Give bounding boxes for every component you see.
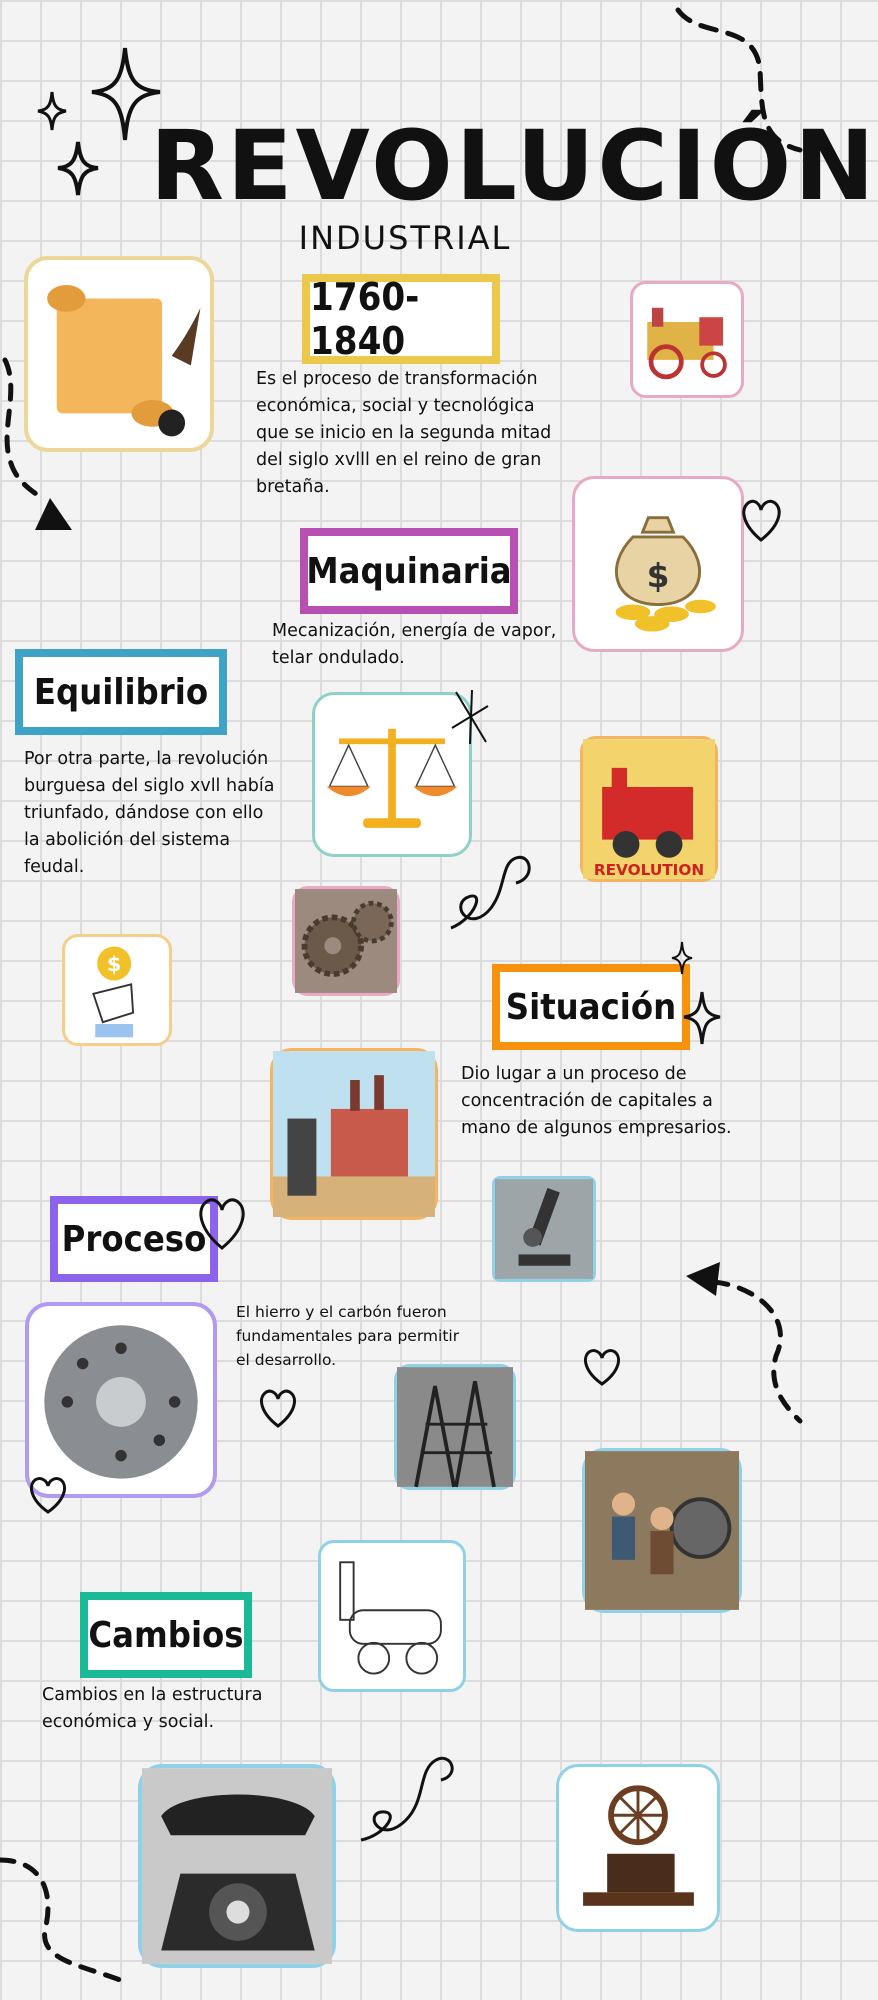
maquinaria-description: Mecanización, energía de vapor, telar ondulado. <box>272 621 557 668</box>
heart-icon <box>194 1192 250 1254</box>
situacion-label: Situación <box>505 986 677 1028</box>
steam-engine-image <box>318 1540 466 1692</box>
equilibrio-box <box>15 649 227 735</box>
date-range-label: 1760-1840 <box>310 275 420 363</box>
hand-coin-image <box>62 934 172 1046</box>
proceso-description: El hierro y el carbón fueron fundamentales para permitir el desarrollo. <box>236 1303 460 1369</box>
locomotive-poster-image <box>580 736 718 882</box>
sparkle-icon <box>30 40 170 210</box>
proceso-label: Proceso <box>61 1218 207 1260</box>
money-bag-image <box>572 476 744 652</box>
ironworks-image <box>394 1364 516 1490</box>
flange-image <box>25 1302 217 1498</box>
heart-icon <box>256 1384 300 1430</box>
dashed-arrow-right-icon <box>684 1256 800 1426</box>
heart-icon <box>738 495 784 545</box>
cambios-description: Cambios en la estructura económica y social. <box>42 1685 263 1732</box>
page-subtitle: INDUSTRIAL <box>298 219 512 257</box>
projector-image <box>556 1764 720 1932</box>
loop-squiggle-icon <box>356 1740 466 1850</box>
telephone-image <box>138 1764 336 1968</box>
loop-squiggle-icon <box>446 838 542 938</box>
equilibrio-description: Por otra parte, la revolución burguesa del siglo xvll había triunfado, dándose con ello la abolición del sistema feudal. <box>24 749 275 877</box>
situacion-description: Dio lugar a un proceso de concentración de capitales a mano de algunos empresarios. <box>461 1064 732 1138</box>
proceso-box <box>50 1196 218 1282</box>
date-range-box <box>302 274 500 364</box>
dashed-curve-icon <box>670 0 800 160</box>
asterisk-icon <box>448 688 494 746</box>
gears-image <box>292 886 400 996</box>
workers-image <box>582 1448 742 1613</box>
dashed-curve-icon <box>0 1850 150 2000</box>
heart-icon <box>580 1344 624 1388</box>
cambios-box <box>80 1592 252 1678</box>
date-description: Es el proceso de transformación económica, social y tecnológica que se inicio en la segunda mitad del siglo xvlll en el reino de gran bretaña. <box>256 369 552 497</box>
cambios-label: Cambios <box>88 1614 244 1656</box>
equilibrio-label: Equilibrio <box>33 671 209 713</box>
microscope-image <box>492 1176 596 1282</box>
situacion-box <box>492 964 690 1050</box>
steam-toy-image <box>630 281 744 398</box>
sparkle-small-icon <box>662 940 722 1060</box>
scroll-image <box>24 256 214 452</box>
svg-text:$: $ <box>106 952 122 977</box>
heart-icon <box>26 1472 70 1516</box>
factory-image <box>270 1048 438 1220</box>
svg-text:REVOLUTION: REVOLUTION <box>593 861 705 879</box>
maquinaria-box <box>300 528 518 614</box>
svg-text:$: $ <box>646 557 670 596</box>
page-title: REVOLUCIÓN <box>150 110 878 222</box>
maquinaria-label: Maquinaria <box>306 550 512 592</box>
